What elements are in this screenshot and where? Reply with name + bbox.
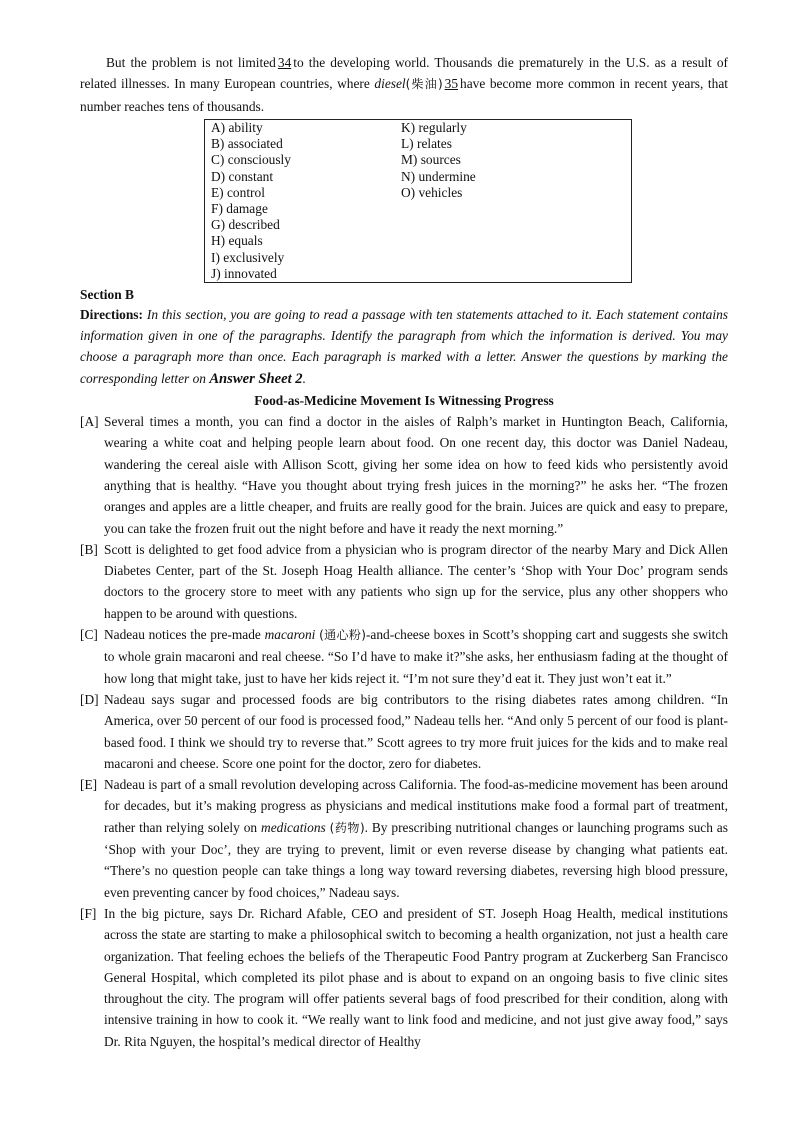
word-bank-box: [204, 119, 632, 283]
medications-gloss: (药物): [329, 820, 365, 835]
word-bank-right-column: [401, 120, 476, 201]
macaroni-term: macaroni: [264, 627, 316, 643]
paragraph-letter: [C]: [80, 627, 98, 643]
paragraph-text: Nadeau says sugar and processed foods are big contributors to the rising diabetes rates among children. “In America, over 50 percent of our food is processed food,” Nadeau tells her. “And only 5 percent of our food is plant-based food. I think we should try to reverse that.” Scott agrees to try more fruit juices for the kids and to make real macaroni and cheese. Score one point for the doctor, zero for diabetes.: [104, 691, 728, 771]
paragraph-b: [80, 539, 728, 624]
option-item: N) undermine: [401, 168, 476, 184]
section-b-title: Section B: [80, 286, 134, 302]
paragraph-text: In the big picture, says Dr. Richard Afable, CEO and president of ST. Joseph Hoag Health, medical institutions across the state are starting to make a philosophical switch to becoming a health organization, not just a health care organization. That feeling echoes the beliefs of the Therapeutic Food Pantry program at Zuckerberg San Francisco General Hospital, which completed its pilot phase and is about to expand on an ongoing basis to five clinic sites throughout the city. The program will offer patients several bags of food prescribed for their condition, along with intensive training in how to cook it. “We really want to link food and medicine, and not just give away food,” says Dr. Rita Nguyen, the hospital’s medical director of Healthy: [104, 905, 728, 1049]
paragraph-text: Nadeau notices the pre-made: [104, 627, 261, 643]
option-item: K) regularly: [401, 119, 467, 135]
intro-text-1: But the problem is not limited: [106, 55, 276, 70]
passage-title: Food-as-Medicine Movement Is Witnessing Progress: [254, 393, 554, 409]
exam-page: [80, 52, 728, 1052]
option-item: J) innovated: [211, 265, 277, 281]
blank-34: 34: [277, 55, 292, 70]
paragraph-text: -and-cheese boxes in Scott’s shopping cart and suggests she switch to whole grain macaroni and real cheese. “So I’d have to make it?”she asks, her enthusiasm fading at the thought of how long that might take, just to have her kids reject it. “I’m not sure they’d eat it. They just won’t eat it.”: [104, 627, 729, 686]
paragraph-letter: [A]: [80, 414, 99, 430]
blank-35: 35: [444, 76, 459, 92]
option-item: E) control: [211, 184, 265, 200]
option-item: I) exclusively: [211, 249, 285, 265]
option-item: B) associated: [211, 136, 283, 152]
option-item: G) described: [211, 217, 280, 233]
paragraph-f: [80, 903, 728, 1052]
paragraph-text: Scott is delighted to get food advice from a physician who is program director of the nearby Mary and Dick Allen Diabetes Center, part of the St. Joseph Hoag Health alliance. The center’s ‘Shop with Your Doc’ program sends doctors to the grocery store to meet with any patients who sign up for the service, plus any other shoppers who happen to be around with questions.: [104, 541, 728, 621]
directions: [80, 304, 728, 390]
option-item: F) damage: [211, 200, 268, 216]
option-item: O) vehicles: [401, 184, 463, 200]
option-item: C) consciously: [211, 152, 291, 168]
directions-period: .: [302, 370, 306, 386]
word-bank-left-column: [211, 120, 291, 282]
paragraph-c: [80, 624, 728, 689]
paragraph-letter: [F]: [80, 905, 97, 921]
paragraph-e: [80, 774, 728, 903]
answer-sheet-ref: Answer Sheet 2: [209, 370, 303, 387]
macaroni-gloss: (通心粉): [319, 628, 366, 643]
paragraph-d: [80, 689, 728, 774]
paragraph-letter: [B]: [80, 541, 98, 557]
directions-text: In this section, you are going to read a passage with ten statements attached to it. Each statement contains information given in one of the paragraphs. Identify the paragraph from which the information is derived. You may choose a paragraph more than once. Each paragraph is marked with a letter. Answer the questions by marking the corresponding letter on: [80, 306, 728, 386]
paragraph-text: Nadeau is part of a small revolution developing across California. The food-as-medicine movement has been around for decades, but it’s making progress as physicians and medical institutions make food a formal part of treatment, rather than relying solely on: [104, 777, 728, 835]
paragraph-a: [80, 411, 728, 539]
option-item: D) constant: [211, 168, 274, 184]
paragraph-text: . By prescribing nutritional changes or launching programs such as ‘Shop with your Doc’, they are trying to prevent, limit or even reverse disease by changing what patients eat. “There’s no question people can take things a long way toward reversing diabetes, reversing high blood pressure, even preventing cancer by food choices,” Nadeau says.: [104, 819, 728, 900]
option-item: L) relates: [401, 136, 452, 152]
diesel-gloss: (柴油): [405, 77, 443, 92]
paragraph-text: Several times a month, you can find a doctor in the aisles of Ralph’s market in Huntington Beach, California, wearing a white coat and helping people learn about food. On one recent day, this doctor was Daniel Nadeau, wandering the cereal aisle with Allison Scott, giving her some idea on how to feed kids who persistently avoid anything that is healthy. “Have you thought about trying fresh juices in the morning?” he asks her. “The frozen oranges and apples are a little cheaper, and fruits are really good for the brain. Juices are quick and easy to prepare, you can take the frozen fruit out the night before and have it ready the next morning.”: [104, 414, 728, 536]
intro-text-2: to the developing world. Thousands die prematurely in the U.S. as a result of related illnesses. In many European countries, where: [80, 55, 728, 92]
intro-paragraph: [80, 52, 728, 117]
option-item: A) ability: [211, 119, 263, 135]
paragraph-letter: [D]: [80, 691, 99, 707]
option-item: H) equals: [211, 233, 263, 249]
intro-text-3: have become more common in recent years, that number reaches tens of thousands.: [80, 76, 728, 114]
option-item: M) sources: [401, 152, 461, 168]
medications-term: medications: [261, 819, 326, 835]
diesel-term: diesel: [374, 76, 406, 92]
paragraph-letter: [E]: [80, 777, 98, 793]
directions-label: Directions:: [80, 306, 143, 322]
